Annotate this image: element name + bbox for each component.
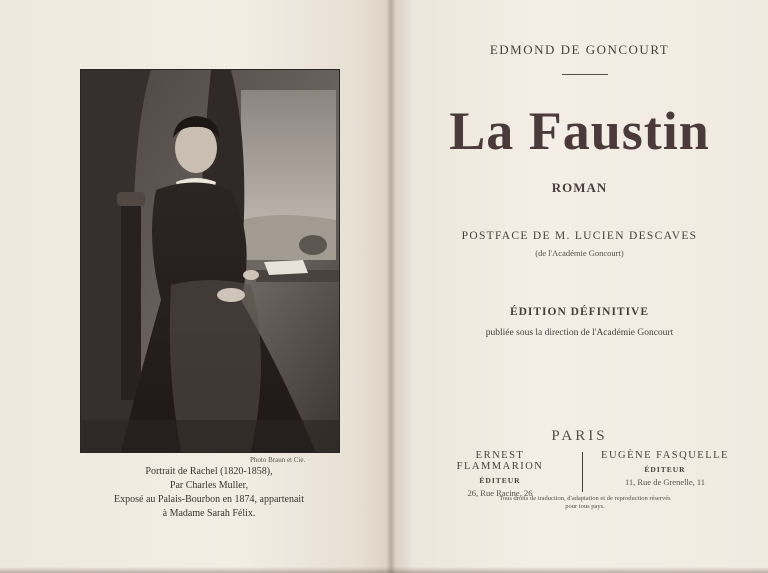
book-title: La Faustin [449,101,710,161]
publisher-role: ÉDITEUR [644,465,686,474]
portrait-plate [81,70,339,452]
photo-credit: Photo Braun et Cie. [250,456,306,464]
page-edge-shadow [0,567,768,573]
publisher-name: EUGÈNE FASQUELLE [601,450,729,461]
publisher-role: ÉDITEUR [479,476,521,485]
publisher-address: 11, Rue de Grenelle, 11 [624,477,706,487]
title-rule [562,74,608,75]
postface-note: (de l'Académie Goncourt) [535,248,624,258]
publisher-flammarion [432,450,568,498]
author-name: EDMOND DE GONCOURT [489,42,670,57]
rights-line: pour tous pays. [565,503,605,510]
book-gutter [386,0,396,573]
caption-line: Exposé au Palais-Bourbon en 1874, appartenait [114,494,304,505]
rights-line: Tous droits de traduction, d'adaptation et de reproduction réservés [499,495,671,502]
portrait-caption [80,465,338,521]
publisher-address: 26, Rue Racine, 26 [467,488,533,498]
book-subtitle: ROMAN [551,180,608,195]
rights-notice [470,495,700,511]
publication-city: PARIS [551,428,608,444]
edition-heading: ÉDITION DÉFINITIVE [509,306,650,318]
caption-line: à Madame Sarah Félix. [162,508,256,519]
caption-line: Portrait de Rachel (1820-1858), [145,466,273,477]
publisher-fasquelle [600,450,730,487]
publisher-divider [582,452,583,492]
portrait-illustration [81,70,339,452]
publisher-name: ERNEST FLAMMARION [456,450,544,472]
caption-line: Par Charles Muller, [169,480,249,491]
postface-line: POSTFACE DE M. LUCIEN DESCAVES [461,230,698,242]
edition-note: publiée sous la direction de l'Académie Goncourt [485,328,674,338]
